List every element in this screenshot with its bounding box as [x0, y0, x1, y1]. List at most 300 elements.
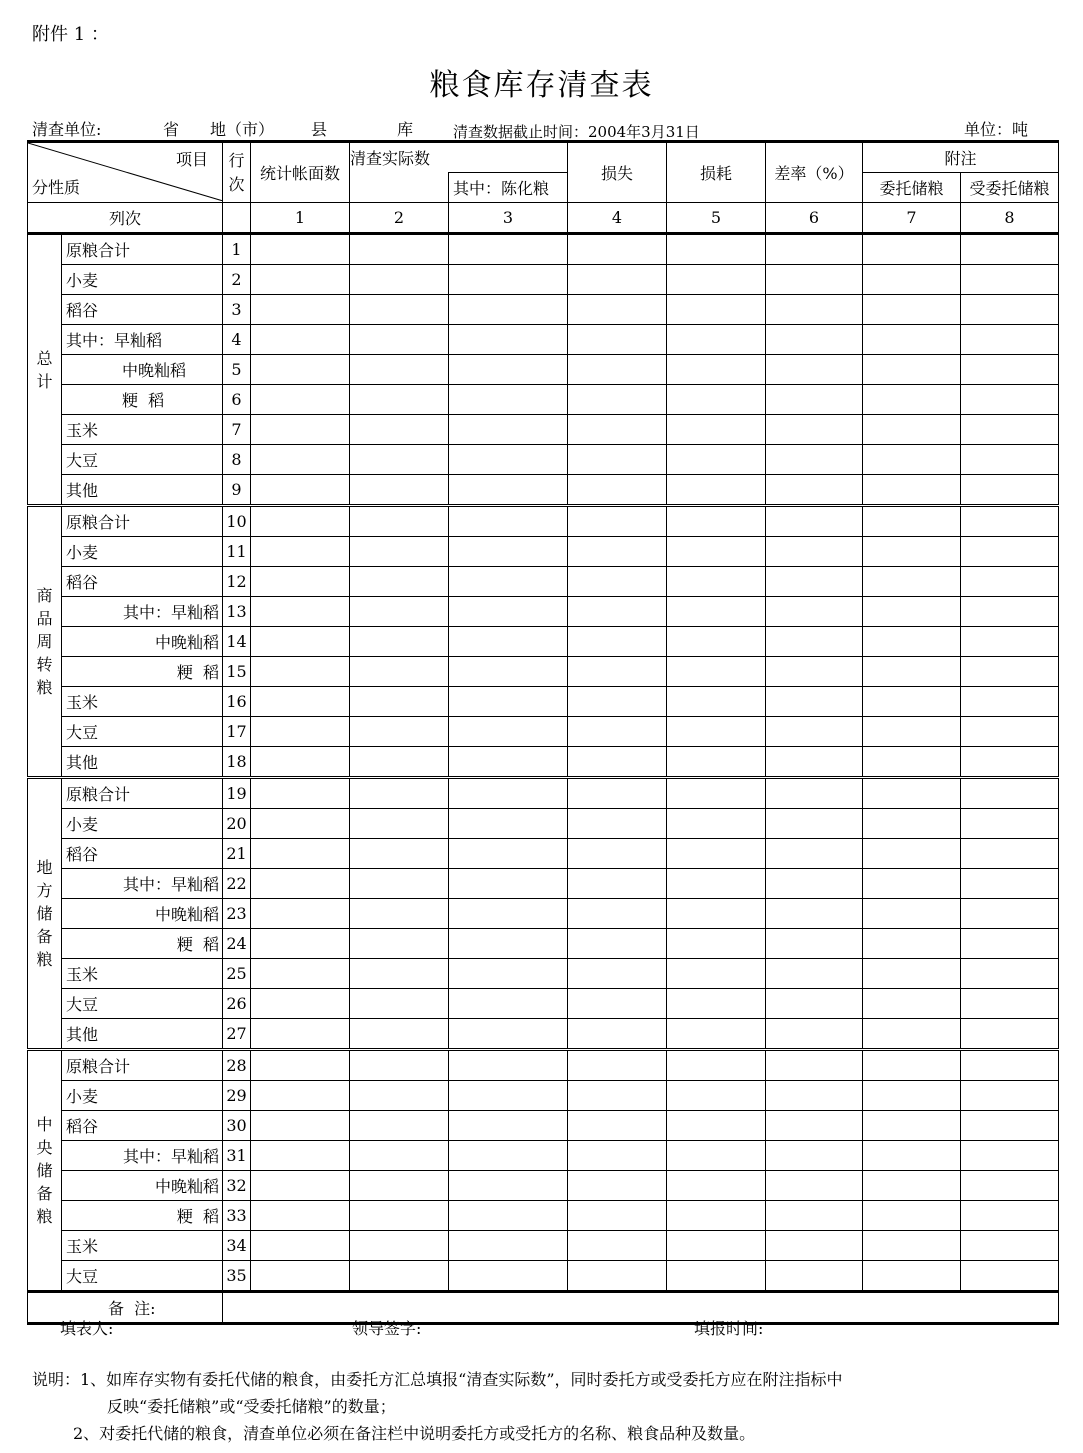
attachment-label: 附件 1 ：	[32, 24, 109, 45]
data-cell[interactable]	[961, 657, 1059, 687]
data-cell[interactable]	[350, 1019, 449, 1050]
data-cell[interactable]	[766, 869, 863, 899]
data-cell[interactable]	[961, 717, 1059, 747]
data-cell[interactable]	[251, 839, 350, 869]
data-cell[interactable]	[350, 627, 449, 657]
data-cell[interactable]	[251, 778, 350, 809]
data-cell[interactable]	[667, 869, 766, 899]
data-cell[interactable]	[667, 839, 766, 869]
data-cell[interactable]	[766, 597, 863, 627]
data-cell[interactable]	[667, 717, 766, 747]
data-cell[interactable]	[863, 234, 961, 265]
data-cell[interactable]	[251, 445, 350, 475]
data-cell[interactable]	[251, 959, 350, 989]
data-cell[interactable]	[568, 1050, 667, 1081]
data-cell[interactable]	[568, 445, 667, 475]
data-cell[interactable]	[863, 747, 961, 778]
data-cell[interactable]	[961, 627, 1059, 657]
data-cell[interactable]	[251, 1081, 350, 1111]
data-cell[interactable]	[350, 1201, 449, 1231]
data-cell[interactable]	[568, 809, 667, 839]
data-cell[interactable]	[568, 657, 667, 687]
data-cell[interactable]	[766, 1111, 863, 1141]
data-cell[interactable]	[449, 1111, 568, 1141]
data-cell[interactable]	[449, 325, 568, 355]
data-cell[interactable]	[766, 839, 863, 869]
data-cell[interactable]	[568, 899, 667, 929]
data-cell[interactable]	[449, 717, 568, 747]
row-label: 粳 稻	[62, 1201, 223, 1231]
data-cell[interactable]	[766, 1141, 863, 1171]
data-cell[interactable]	[667, 687, 766, 717]
data-cell[interactable]	[251, 1050, 350, 1081]
data-cell[interactable]	[251, 475, 350, 506]
data-cell[interactable]	[449, 506, 568, 537]
data-cell[interactable]	[251, 265, 350, 295]
data-cell[interactable]	[568, 929, 667, 959]
data-cell[interactable]	[350, 778, 449, 809]
data-cell[interactable]	[667, 778, 766, 809]
data-cell[interactable]	[863, 717, 961, 747]
data-cell[interactable]	[863, 295, 961, 325]
data-cell[interactable]	[251, 234, 350, 265]
data-cell[interactable]	[568, 355, 667, 385]
data-cell[interactable]	[766, 959, 863, 989]
data-cell[interactable]	[568, 959, 667, 989]
data-cell[interactable]	[863, 1201, 961, 1231]
data-cell[interactable]	[667, 325, 766, 355]
data-cell[interactable]	[350, 1111, 449, 1141]
data-cell[interactable]	[667, 537, 766, 567]
data-cell[interactable]	[251, 1261, 350, 1292]
data-cell[interactable]	[251, 537, 350, 567]
data-cell[interactable]	[863, 1261, 961, 1292]
data-cell[interactable]	[350, 445, 449, 475]
data-cell[interactable]	[568, 234, 667, 265]
data-cell[interactable]	[449, 355, 568, 385]
row-number: 7	[223, 415, 251, 445]
data-cell[interactable]	[568, 747, 667, 778]
data-cell[interactable]	[863, 537, 961, 567]
data-cell[interactable]	[251, 627, 350, 657]
data-cell[interactable]	[766, 475, 863, 506]
data-cell[interactable]	[350, 234, 449, 265]
data-cell[interactable]	[863, 1141, 961, 1171]
data-cell[interactable]	[449, 839, 568, 869]
data-cell[interactable]	[449, 1019, 568, 1050]
data-cell[interactable]	[251, 295, 350, 325]
data-cell[interactable]	[350, 567, 449, 597]
data-cell[interactable]	[568, 1111, 667, 1141]
data-cell[interactable]	[251, 597, 350, 627]
data-cell[interactable]	[449, 385, 568, 415]
data-cell[interactable]	[350, 265, 449, 295]
data-cell[interactable]	[568, 687, 667, 717]
remarks-field[interactable]	[223, 1292, 1059, 1324]
data-cell[interactable]	[961, 597, 1059, 627]
data-cell[interactable]	[667, 657, 766, 687]
data-cell[interactable]	[766, 687, 863, 717]
data-cell[interactable]	[449, 778, 568, 809]
data-cell[interactable]	[863, 1171, 961, 1201]
data-cell[interactable]	[350, 1231, 449, 1261]
data-cell[interactable]	[863, 1019, 961, 1050]
data-cell[interactable]	[568, 475, 667, 506]
data-cell[interactable]	[863, 506, 961, 537]
data-cell[interactable]	[251, 747, 350, 778]
data-cell[interactable]	[449, 657, 568, 687]
data-cell[interactable]	[251, 869, 350, 899]
data-cell[interactable]	[667, 627, 766, 657]
data-cell[interactable]	[251, 687, 350, 717]
data-cell[interactable]	[961, 325, 1059, 355]
data-cell[interactable]	[449, 929, 568, 959]
data-cell[interactable]	[350, 325, 449, 355]
data-cell[interactable]	[961, 687, 1059, 717]
data-cell[interactable]	[667, 1171, 766, 1201]
data-cell[interactable]	[251, 1201, 350, 1231]
data-cell[interactable]	[568, 567, 667, 597]
data-cell[interactable]	[568, 717, 667, 747]
notes-header: 附注	[863, 142, 1059, 173]
data-cell[interactable]	[766, 1261, 863, 1292]
data-cell[interactable]	[766, 929, 863, 959]
data-cell[interactable]	[449, 1050, 568, 1081]
data-cell[interactable]	[766, 717, 863, 747]
data-cell[interactable]	[961, 445, 1059, 475]
data-cell[interactable]	[766, 809, 863, 839]
data-cell[interactable]	[568, 989, 667, 1019]
data-cell[interactable]	[251, 385, 350, 415]
data-cell[interactable]	[350, 415, 449, 445]
data-cell[interactable]	[766, 1050, 863, 1081]
data-cell[interactable]	[766, 899, 863, 929]
data-cell[interactable]	[449, 295, 568, 325]
data-cell[interactable]	[251, 989, 350, 1019]
row-number: 20	[223, 809, 251, 839]
data-cell[interactable]	[251, 1019, 350, 1050]
data-cell[interactable]	[766, 506, 863, 537]
data-cell[interactable]	[766, 537, 863, 567]
data-cell[interactable]	[961, 1081, 1059, 1111]
data-cell[interactable]	[863, 1081, 961, 1111]
data-cell[interactable]	[863, 839, 961, 869]
data-cell[interactable]	[251, 415, 350, 445]
data-cell[interactable]	[568, 1201, 667, 1231]
data-cell[interactable]	[251, 809, 350, 839]
data-cell[interactable]	[449, 989, 568, 1019]
data-cell[interactable]	[961, 989, 1059, 1019]
data-cell[interactable]	[568, 869, 667, 899]
received-header: 受委托储粮	[961, 173, 1059, 203]
data-cell[interactable]	[449, 415, 568, 445]
table-row	[28, 597, 1059, 627]
data-cell[interactable]	[568, 1019, 667, 1050]
data-cell[interactable]	[863, 959, 961, 989]
data-cell[interactable]	[961, 506, 1059, 537]
data-cell[interactable]	[449, 1171, 568, 1201]
data-cell[interactable]	[961, 839, 1059, 869]
data-cell[interactable]	[350, 839, 449, 869]
data-cell[interactable]	[568, 325, 667, 355]
data-cell[interactable]	[568, 1141, 667, 1171]
data-cell[interactable]	[350, 929, 449, 959]
data-cell[interactable]	[961, 1201, 1059, 1231]
data-cell[interactable]	[251, 717, 350, 747]
data-cell[interactable]	[863, 809, 961, 839]
data-cell[interactable]	[766, 747, 863, 778]
data-cell[interactable]	[568, 1171, 667, 1201]
data-cell[interactable]	[766, 627, 863, 657]
data-cell[interactable]	[863, 687, 961, 717]
data-cell[interactable]	[350, 809, 449, 839]
data-cell[interactable]	[961, 1171, 1059, 1201]
data-cell[interactable]	[961, 1111, 1059, 1141]
data-cell[interactable]	[863, 778, 961, 809]
data-cell[interactable]	[863, 869, 961, 899]
data-cell[interactable]	[449, 537, 568, 567]
row-number: 32	[223, 1171, 251, 1201]
data-cell[interactable]	[766, 265, 863, 295]
data-cell[interactable]	[863, 899, 961, 929]
data-cell[interactable]	[568, 597, 667, 627]
data-cell[interactable]	[568, 627, 667, 657]
row-number: 23	[223, 899, 251, 929]
data-cell[interactable]	[863, 385, 961, 415]
data-cell[interactable]	[766, 234, 863, 265]
data-cell[interactable]	[667, 1201, 766, 1231]
data-cell[interactable]	[766, 385, 863, 415]
data-cell[interactable]	[350, 1141, 449, 1171]
data-cell[interactable]	[766, 325, 863, 355]
data-cell[interactable]	[961, 567, 1059, 597]
data-cell[interactable]	[568, 778, 667, 809]
data-cell[interactable]	[449, 747, 568, 778]
data-cell[interactable]	[766, 657, 863, 687]
data-cell[interactable]	[667, 355, 766, 385]
data-cell[interactable]	[568, 1231, 667, 1261]
row-label: 稻谷	[62, 567, 223, 597]
actual-header-filler	[350, 173, 449, 203]
data-cell[interactable]	[961, 385, 1059, 415]
data-cell[interactable]	[766, 445, 863, 475]
data-cell[interactable]	[350, 506, 449, 537]
data-cell[interactable]	[961, 869, 1059, 899]
data-cell[interactable]	[667, 929, 766, 959]
data-cell[interactable]	[568, 385, 667, 415]
data-cell[interactable]	[667, 1050, 766, 1081]
data-cell[interactable]	[667, 475, 766, 506]
data-cell[interactable]	[568, 295, 667, 325]
data-cell[interactable]	[350, 385, 449, 415]
data-cell[interactable]	[251, 899, 350, 929]
data-cell[interactable]	[568, 839, 667, 869]
data-cell[interactable]	[766, 415, 863, 445]
data-cell[interactable]	[667, 415, 766, 445]
data-cell[interactable]	[766, 1081, 863, 1111]
data-cell[interactable]	[449, 475, 568, 506]
data-cell[interactable]	[449, 1231, 568, 1261]
data-cell[interactable]	[863, 355, 961, 385]
table-row	[28, 809, 1059, 839]
data-cell[interactable]	[667, 959, 766, 989]
data-cell[interactable]	[961, 1050, 1059, 1081]
data-cell[interactable]	[350, 747, 449, 778]
data-cell[interactable]	[863, 627, 961, 657]
data-cell[interactable]	[449, 1201, 568, 1231]
data-cell[interactable]	[449, 1081, 568, 1111]
data-cell[interactable]	[863, 989, 961, 1019]
data-cell[interactable]	[350, 657, 449, 687]
data-cell[interactable]	[961, 355, 1059, 385]
data-cell[interactable]	[449, 597, 568, 627]
data-cell[interactable]	[961, 929, 1059, 959]
data-cell[interactable]	[863, 657, 961, 687]
data-cell[interactable]	[863, 415, 961, 445]
row-number: 9	[223, 475, 251, 506]
data-cell[interactable]	[449, 687, 568, 717]
data-cell[interactable]	[667, 567, 766, 597]
data-cell[interactable]	[961, 747, 1059, 778]
data-cell[interactable]	[449, 627, 568, 657]
data-cell[interactable]	[667, 265, 766, 295]
data-cell[interactable]	[667, 597, 766, 627]
data-cell[interactable]	[667, 1111, 766, 1141]
data-cell[interactable]	[667, 1231, 766, 1261]
row-label: 玉米	[62, 415, 223, 445]
data-cell[interactable]	[667, 506, 766, 537]
data-cell[interactable]	[667, 989, 766, 1019]
data-cell[interactable]	[667, 1141, 766, 1171]
data-cell[interactable]	[449, 1141, 568, 1171]
data-cell[interactable]	[961, 415, 1059, 445]
data-cell[interactable]	[667, 1019, 766, 1050]
data-cell[interactable]	[251, 1111, 350, 1141]
data-cell[interactable]	[350, 295, 449, 325]
data-cell[interactable]	[350, 1081, 449, 1111]
data-cell[interactable]	[863, 265, 961, 295]
data-cell[interactable]	[251, 1171, 350, 1201]
data-cell[interactable]	[667, 809, 766, 839]
data-cell[interactable]	[251, 657, 350, 687]
data-cell[interactable]	[961, 537, 1059, 567]
row-label: 玉米	[62, 687, 223, 717]
data-cell[interactable]	[667, 899, 766, 929]
data-cell[interactable]	[766, 1019, 863, 1050]
row-number: 15	[223, 657, 251, 687]
data-cell[interactable]	[449, 899, 568, 929]
data-cell[interactable]	[449, 1261, 568, 1292]
data-cell[interactable]	[350, 475, 449, 506]
data-cell[interactable]	[667, 385, 766, 415]
data-cell[interactable]	[667, 1081, 766, 1111]
data-cell[interactable]	[350, 355, 449, 385]
data-cell[interactable]	[863, 445, 961, 475]
data-cell[interactable]	[961, 265, 1059, 295]
data-cell[interactable]	[766, 1231, 863, 1261]
data-cell[interactable]	[863, 1111, 961, 1141]
data-cell[interactable]	[449, 869, 568, 899]
data-cell[interactable]	[961, 475, 1059, 506]
data-cell[interactable]	[449, 445, 568, 475]
data-cell[interactable]	[961, 1019, 1059, 1050]
data-cell[interactable]	[863, 929, 961, 959]
data-cell[interactable]	[961, 1231, 1059, 1261]
data-cell[interactable]	[350, 899, 449, 929]
data-cell[interactable]	[449, 959, 568, 989]
data-cell[interactable]	[251, 567, 350, 597]
data-cell[interactable]	[766, 355, 863, 385]
row-label: 稻谷	[62, 839, 223, 869]
data-cell[interactable]	[350, 717, 449, 747]
data-cell[interactable]	[961, 1261, 1059, 1292]
data-cell[interactable]	[449, 809, 568, 839]
data-cell[interactable]	[863, 475, 961, 506]
data-cell[interactable]	[251, 325, 350, 355]
data-cell[interactable]	[568, 506, 667, 537]
data-cell[interactable]	[667, 445, 766, 475]
data-cell[interactable]	[251, 506, 350, 537]
data-cell[interactable]	[251, 929, 350, 959]
data-cell[interactable]	[449, 567, 568, 597]
data-cell[interactable]	[863, 1231, 961, 1261]
data-cell[interactable]	[766, 1171, 863, 1201]
data-cell[interactable]	[863, 1050, 961, 1081]
data-cell[interactable]	[667, 234, 766, 265]
data-cell[interactable]	[449, 234, 568, 265]
data-cell[interactable]	[961, 959, 1059, 989]
data-cell[interactable]	[350, 1050, 449, 1081]
data-cell[interactable]	[449, 265, 568, 295]
data-cell[interactable]	[667, 1261, 766, 1292]
leader-signature-label: 领导签字:	[352, 1319, 422, 1338]
data-cell[interactable]	[350, 687, 449, 717]
data-cell[interactable]	[251, 1141, 350, 1171]
data-cell[interactable]	[251, 1231, 350, 1261]
data-cell[interactable]	[863, 597, 961, 627]
data-cell[interactable]	[766, 567, 863, 597]
data-cell[interactable]	[568, 1081, 667, 1111]
data-cell[interactable]	[766, 295, 863, 325]
data-cell[interactable]	[350, 869, 449, 899]
data-cell[interactable]	[961, 1141, 1059, 1171]
data-cell[interactable]	[568, 537, 667, 567]
data-cell[interactable]	[350, 959, 449, 989]
data-cell[interactable]	[350, 1261, 449, 1292]
data-cell[interactable]	[350, 989, 449, 1019]
row-label: 中晚籼稻	[62, 355, 223, 385]
data-cell[interactable]	[766, 778, 863, 809]
data-cell[interactable]	[961, 778, 1059, 809]
data-cell[interactable]	[863, 325, 961, 355]
data-cell[interactable]	[961, 234, 1059, 265]
data-cell[interactable]	[667, 295, 766, 325]
data-cell[interactable]	[568, 415, 667, 445]
data-cell[interactable]	[863, 567, 961, 597]
data-cell[interactable]	[350, 537, 449, 567]
data-cell[interactable]	[350, 1171, 449, 1201]
data-cell[interactable]	[961, 899, 1059, 929]
data-cell[interactable]	[568, 265, 667, 295]
data-cell[interactable]	[568, 1261, 667, 1292]
data-cell[interactable]	[350, 597, 449, 627]
data-cell[interactable]	[251, 355, 350, 385]
data-cell[interactable]	[961, 295, 1059, 325]
data-cell[interactable]	[961, 809, 1059, 839]
data-cell[interactable]	[766, 1201, 863, 1231]
data-cell[interactable]	[667, 747, 766, 778]
data-cell[interactable]	[766, 989, 863, 1019]
